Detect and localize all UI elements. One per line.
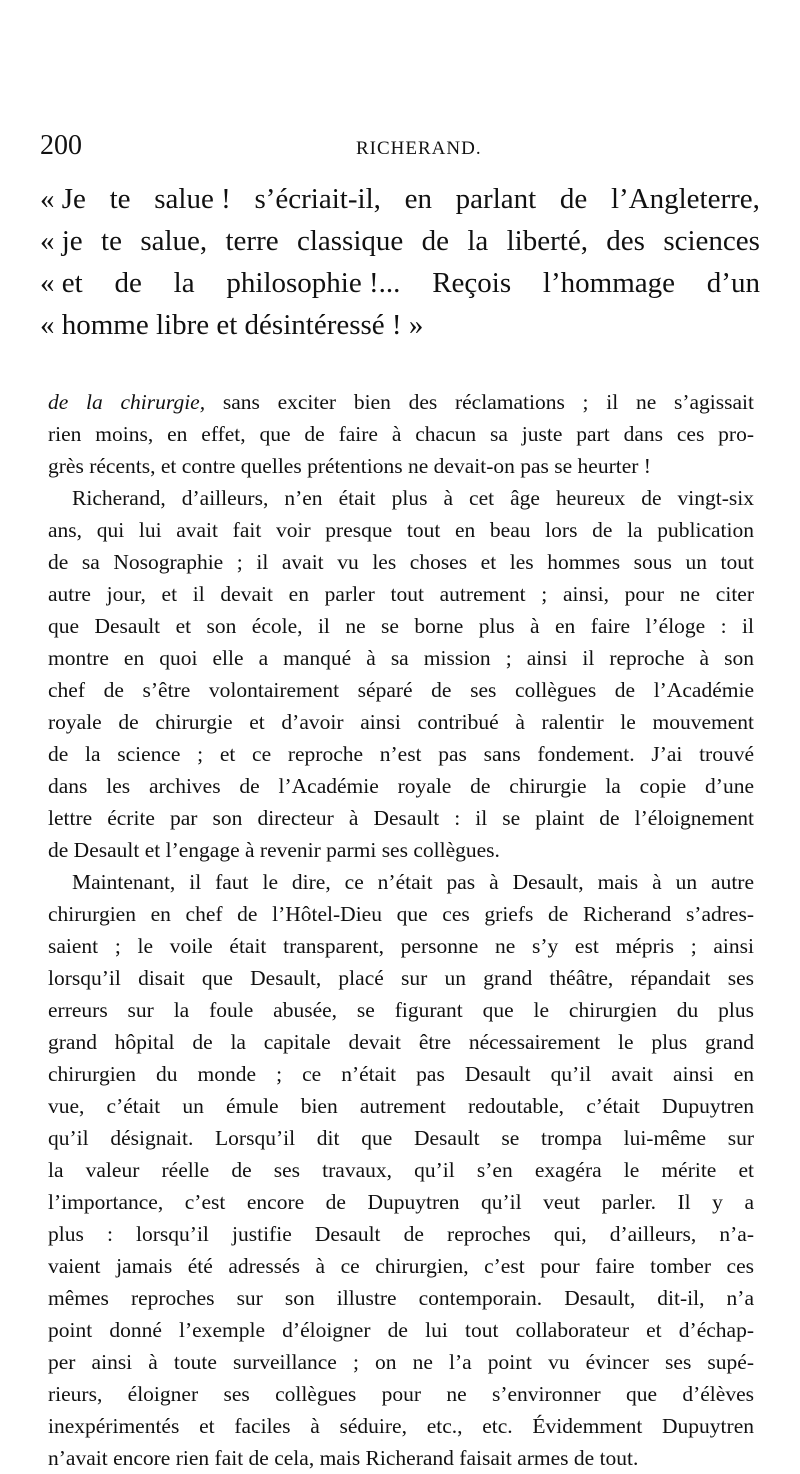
quote-word: Reçois bbox=[432, 267, 512, 299]
page-header bbox=[40, 130, 770, 170]
text-line: de sa Nosographie ; il avait vu les choses et les hommes sous un tout bbox=[48, 550, 754, 574]
text-line: per ainsi à toute surveillance ; on ne l’a point vu évincer ses supé- bbox=[48, 1350, 754, 1374]
text-line: Maintenant, il faut le dire, ce n’était pas à Desault, mais à un autre bbox=[72, 870, 754, 894]
text-line: chef de s’être volontairement séparé de ses collègues de l’Académie bbox=[48, 678, 754, 702]
block-quote bbox=[40, 178, 760, 346]
quote-word: l’hommage bbox=[542, 267, 675, 299]
text-line: vaient jamais été adressés à ce chirurgien, c’est pour faire tomber ces bbox=[48, 1254, 754, 1278]
quote-word: parlant bbox=[455, 183, 537, 215]
text-line: lettre écrite par son directeur à Desault : il se plaint de l’éloignement bbox=[48, 806, 754, 830]
quote-word: « Je bbox=[40, 183, 86, 215]
quote-word: te bbox=[101, 225, 122, 257]
quote-word: philosophie !... bbox=[226, 267, 401, 299]
quote-word: liberté, bbox=[506, 225, 588, 257]
text-line: rien moins, en effet, que de faire à chacun sa juste part dans ces pro- bbox=[48, 422, 754, 446]
text-line: dans les archives de l’Académie royale de chirurgie la copie d’une bbox=[48, 774, 754, 798]
quote-word: la bbox=[173, 267, 195, 299]
quote-word: l’Angleterre, bbox=[610, 183, 760, 215]
running-title: RICHERAND. bbox=[356, 138, 482, 159]
text-line: saient ; le voile était transparent, personne ne s’y est mépris ; ainsi bbox=[48, 934, 754, 958]
quote-line: « homme libre et désintéressé ! » bbox=[40, 309, 424, 341]
quote-word: te bbox=[109, 183, 131, 215]
text-line: Richerand, d’ailleurs, n’en était plus à cet âge heureux de vingt-six bbox=[72, 486, 754, 510]
line-rest: sans exciter bien des réclamations ; il ne s’agissait bbox=[205, 390, 754, 414]
text-line: la valeur réelle de ses travaux, qu’il s’en exagéra le mérite et bbox=[48, 1158, 754, 1182]
quote-word: de bbox=[421, 225, 449, 257]
text-line: ans, qui lui avait fait voir presque tout en beau lors de la publication bbox=[48, 518, 754, 542]
text-line: chirurgien en chef de l’Hôtel-Dieu que ces griefs de Richerand s’adres- bbox=[48, 902, 754, 926]
text-line: mêmes reproches sur son illustre contemporain. Desault, dit-il, n’a bbox=[48, 1286, 754, 1310]
text-line: de la science ; et ce reproche n’est pas sans fondement. J’ai trouvé bbox=[48, 742, 754, 766]
text-line: erreurs sur la foule abusée, se figurant que le chirurgien du plus bbox=[48, 998, 754, 1022]
text-line: grand hôpital de la capitale devait être nécessairement le plus grand bbox=[48, 1030, 754, 1054]
text-line: n’avait encore rien fait de cela, mais Richerand faisait armes de tout. bbox=[48, 1446, 639, 1470]
quote-word: des bbox=[606, 225, 645, 257]
quote-word: d’un bbox=[706, 267, 760, 299]
quote-word: de bbox=[559, 183, 588, 215]
text-line: de Desault et l’engage à revenir parmi ses collègues. bbox=[48, 838, 500, 862]
quote-word: salue, bbox=[140, 225, 208, 257]
quote-word: la bbox=[467, 225, 489, 257]
text-line: royale de chirurgie et d’avoir ainsi contribué à ralentir le mouvement bbox=[48, 710, 754, 734]
text-line: rieurs, éloigner ses collègues pour ne s’environner que d’élèves bbox=[48, 1382, 754, 1406]
quote-word: sciences bbox=[663, 225, 760, 257]
text-line bbox=[48, 386, 754, 418]
italic-phrase: de la chirurgie, bbox=[48, 390, 206, 414]
quote-word: s’écriait-il, bbox=[254, 183, 381, 215]
quote-line bbox=[40, 220, 760, 262]
text-line: lorsqu’il disait que Desault, placé sur un grand théâtre, répandait ses bbox=[48, 966, 754, 990]
page-number: 200 bbox=[40, 130, 82, 161]
quote-line bbox=[40, 178, 760, 220]
text-line: plus : lorsqu’il justifie Desault de reproches qui, d’ailleurs, n’a- bbox=[48, 1222, 754, 1246]
text-line: autre jour, et il devait en parler tout autrement ; ainsi, pour ne citer bbox=[48, 582, 754, 606]
quote-word: de bbox=[114, 267, 142, 299]
text-line: chirurgien du monde ; ce n’était pas Desault qu’il avait ainsi en bbox=[48, 1062, 754, 1086]
text-line: grès récents, et contre quelles prétentions ne devait-on pas se heurter ! bbox=[48, 454, 651, 478]
text-line: vue, c’était un émule bien autrement redoutable, c’était Dupuytren bbox=[48, 1094, 754, 1118]
text-line: point donné l’exemple d’éloigner de lui tout collaborateur et d’échap- bbox=[48, 1318, 754, 1342]
body-text bbox=[48, 386, 754, 1474]
quote-word: en bbox=[404, 183, 432, 215]
text-line: l’importance, c’est encore de Dupuytren qu’il veut parler. Il y a bbox=[48, 1190, 754, 1214]
quote-word: « je bbox=[40, 225, 83, 257]
quote-line bbox=[40, 262, 760, 304]
text-line: montre en quoi elle a manqué à sa mission ; ainsi il reproche à son bbox=[48, 646, 754, 670]
quote-word: classique bbox=[296, 225, 404, 257]
text-line: qu’il désignait. Lorsqu’il dit que Desault se trompa lui-même sur bbox=[48, 1126, 754, 1150]
text-line: inexpérimentés et faciles à séduire, etc., etc. Évidemment Dupuytren bbox=[48, 1414, 754, 1438]
quote-word: salue ! bbox=[154, 183, 231, 215]
quote-word: « et bbox=[40, 267, 83, 299]
quote-word: terre bbox=[225, 225, 279, 257]
text-line: que Desault et son école, il ne se borne plus à en faire l’éloge : il bbox=[48, 614, 754, 638]
